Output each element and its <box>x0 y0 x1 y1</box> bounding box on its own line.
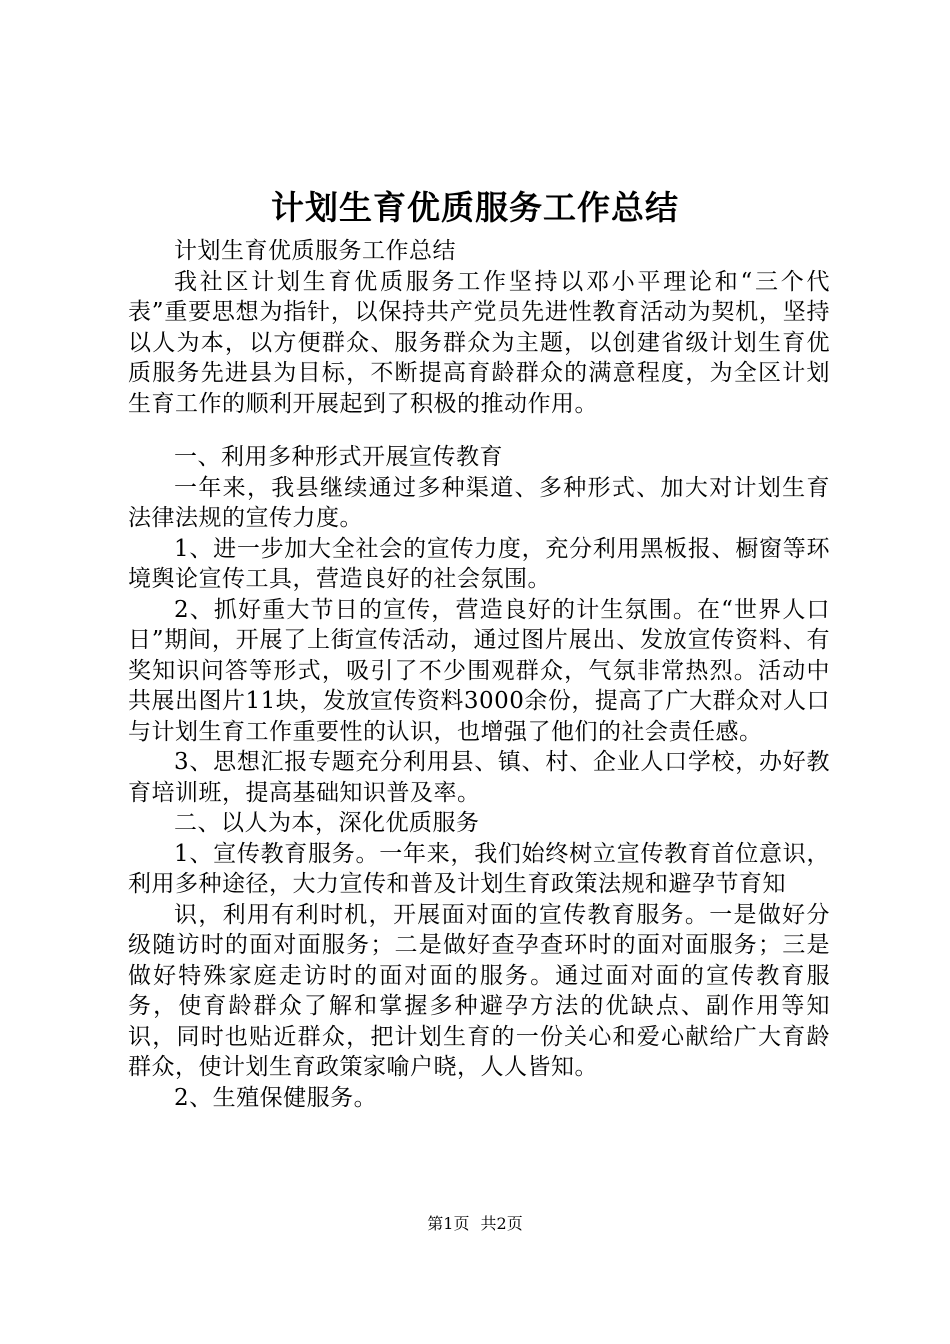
page-number-current: 第1页 <box>427 1214 470 1233</box>
section-heading-1: 一、利用多种形式开展宣传教育 <box>174 444 503 470</box>
section-2-item-2: 2、生殖保健服务。 <box>174 1084 378 1111</box>
section-2-item-1-continued: 识，利用有利时机，开展面对面的宣传教育服务。一是做好分级随访时的面对面服务；二是做好查孕查环时的面对面服务；三是做好特殊家庭走访时的面对面的服务。通过面对面的宣传教育服务，使育龄群众了解和掌握多种避孕方法的优缺点、副作用等知识，同时也贴近群众，把计划生育的一份关心和爱心献给广大育龄群众，使计划生育政策家喻户晓，人人皆知。 <box>128 901 830 1080</box>
section-1-item-3: 3、思想汇报专题充分利用县、镇、村、企业人口学校，办好教育培训班，提高基础知识普及率。 <box>128 749 830 806</box>
page-footer <box>0 1213 950 1235</box>
page-number-total: 共2页 <box>480 1214 523 1233</box>
section-1-item-1: 1、进一步加大全社会的宣传力度，充分利用黑板报、橱窗等环境舆论宣传工具，营造良好的社会氛围。 <box>128 535 830 592</box>
document-body <box>128 236 830 1113</box>
document-title: 计划生育优质服务工作总结 <box>271 188 679 227</box>
paragraph-spacer <box>128 419 830 442</box>
subtitle-paragraph: 计划生育优质服务工作总结 <box>174 238 456 264</box>
section-1-item-2: 2、抓好重大节日的宣传，营造良好的计生氛围。在“世界人口日”期间，开展了上街宣传活动，通过图片展出、发放宣传资料、有奖知识问答等形式，吸引了不少围观群众，气氛非常热烈。活动中共展出图片11块，发放宣传资料3000余份，提高了广大群众对人口与计划生育工作重要性的认识，也增强了他们的社会责任感。 <box>128 596 830 745</box>
section-2-item-1: 1、宣传教育服务。一年来，我们始终树立宣传教育首位意识，利用多种途径，大力宣传和普及计划生育政策法规和避孕节育知 <box>128 840 830 897</box>
intro-paragraph: 我社区计划生育优质服务工作坚持以邓小平理论和“三个代表”重要思想为指针，以保持共产党员先进性教育活动为契机，坚持以人为本，以方便群众、服务群众为主题，以创建省级计划生育优质服务先进县为目标，不断提高育龄群众的满意程度，为全区计划生育工作的顺利开展起到了积极的推动作用。 <box>128 268 830 417</box>
section-1-paragraph: 一年来，我县继续通过多种渠道、多种形式、加大对计划生育法律法规的宣传力度。 <box>128 474 830 531</box>
section-heading-2: 二、以人为本，深化优质服务 <box>174 810 480 836</box>
